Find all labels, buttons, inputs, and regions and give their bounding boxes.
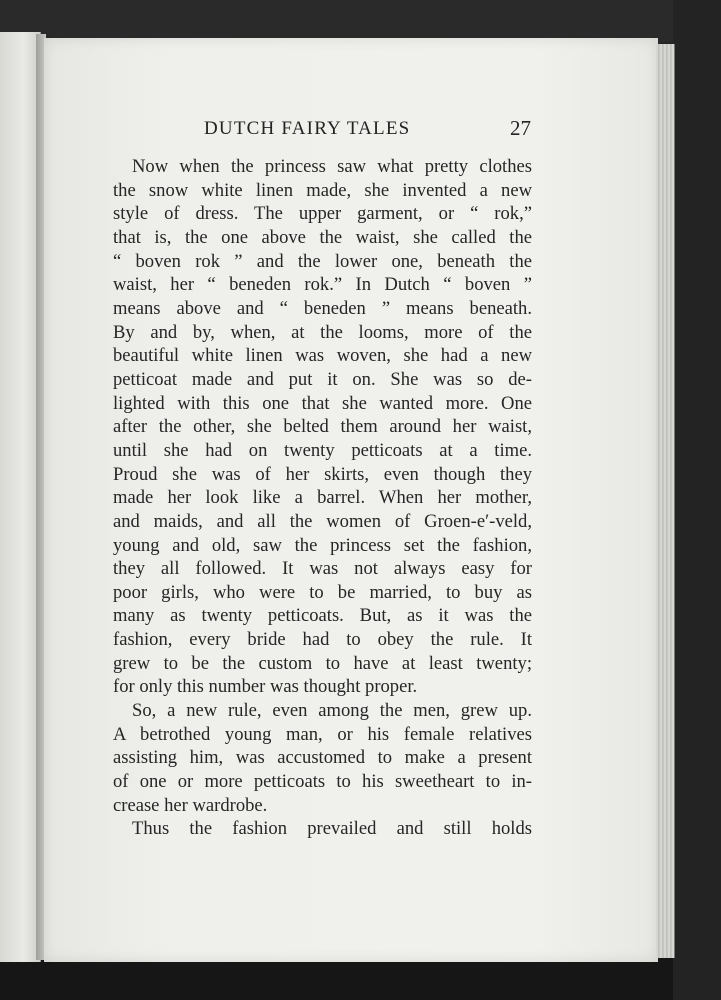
text-line: “ boven rok ” and the lower one, beneath the — [113, 250, 532, 272]
text-line: and maids, and all the women of Groen-e′-veld, — [113, 510, 532, 532]
text-line: many as twenty petticoats. But, as it was the — [113, 605, 532, 627]
text-line: means above and “ beneden ” means beneath. — [113, 297, 532, 319]
text-line: fashion, every bride had to obey the rule. It — [113, 629, 532, 651]
page-stack-edges — [656, 44, 675, 958]
text-line: waist, her “ beneden rok.” In Dutch “ boven ” — [113, 274, 532, 296]
text-line: of one or more petticoats to his sweetheart to in- — [113, 771, 532, 793]
paragraph — [113, 699, 532, 817]
text-line: after the other, she belted them around her waist, — [113, 416, 532, 438]
paragraph — [113, 155, 532, 699]
text-line: they all followed. It was not always easy for — [113, 558, 532, 580]
text-line: young and old, saw the princess set the fashion, — [113, 534, 532, 556]
text-line: A betrothed young man, or his female relatives — [113, 723, 532, 745]
text-line: By and by, when, at the looms, more of the — [113, 321, 532, 343]
text-line: that is, the one above the waist, she called the — [113, 226, 532, 248]
book-cover-top — [0, 0, 721, 42]
body-text — [113, 155, 532, 841]
text-line: grew to be the custom to have at least twenty; — [113, 652, 532, 674]
paragraph — [113, 817, 532, 841]
text-line: lighted with this one that she wanted more. One — [113, 392, 532, 414]
text-line: made her look like a barrel. When her mother, — [113, 487, 532, 509]
page-number: 27 — [510, 116, 531, 140]
text-line: Thus the fashion prevailed and still holds — [132, 818, 532, 840]
facing-page-edge — [0, 32, 41, 962]
text-line: beautiful white linen was woven, she had a new — [113, 345, 532, 367]
text-line: So, a new rule, even among the men, grew up. — [132, 700, 532, 722]
page-header — [44, 116, 658, 146]
running-title: DUTCH FAIRY TALES — [204, 118, 411, 139]
text-line: Now when the princess saw what pretty clothes — [132, 156, 532, 177]
text-line: style of dress. The upper garment, or “ rok,” — [113, 203, 532, 225]
text-line: Proud she was of her skirts, even though they — [113, 463, 532, 485]
text-line: petticoat made and put it on. She was so de- — [113, 368, 532, 390]
text-line: until she had on twenty petticoats at a time. — [113, 439, 532, 461]
text-line: the snow white linen made, she invented a new — [113, 179, 532, 201]
text-line: poor girls, who were to be married, to buy as — [113, 581, 532, 603]
book-cover-right — [673, 0, 721, 1000]
text-line: for only this number was thought proper. — [113, 676, 418, 698]
text-line: assisting him, was accustomed to make a present — [113, 747, 532, 769]
text-line: crease her wardrobe. — [113, 794, 268, 816]
